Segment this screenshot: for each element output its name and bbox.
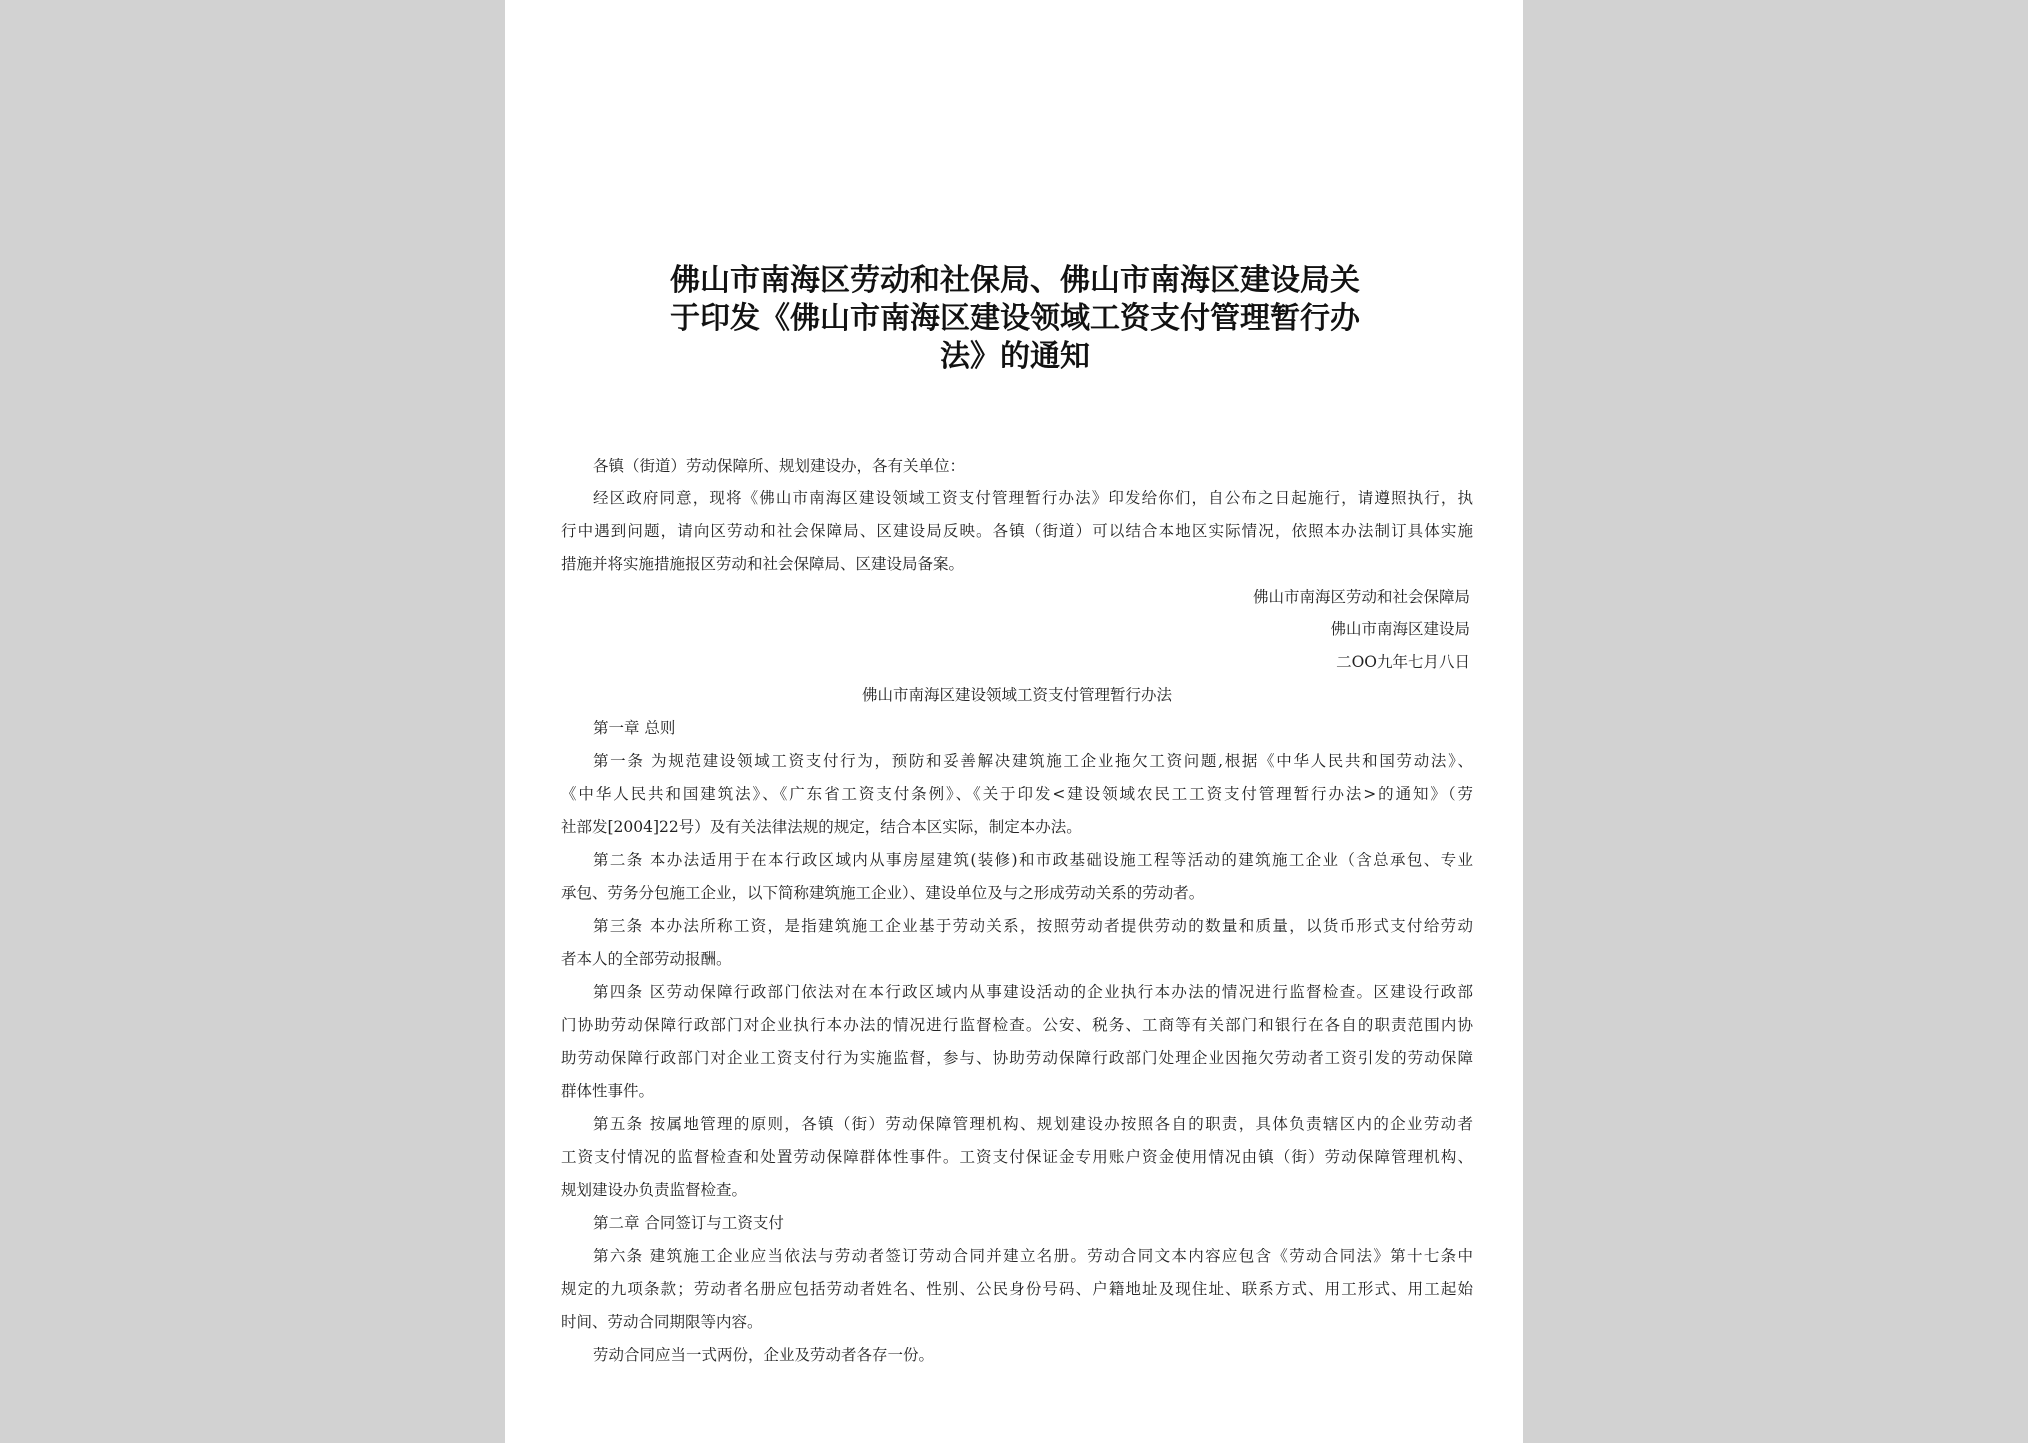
signature-date: 二OO九年七月八日: [1336, 653, 1470, 671]
title-line-2: 于印发《佛山市南海区建设领域工资支付管理暂行办: [670, 301, 1360, 336]
article-1-line-2: 《中华人民共和国建筑法》、《广东省工资支付条例》、《关于印发<建设领域农民工工资支付管理暂行办法>的通知》（劳: [561, 785, 1473, 803]
article-2-line-2: 承包、劳务分包施工企业，以下简称建筑施工企业）、建设单位及与之形成劳动关系的劳动者。: [561, 884, 1205, 902]
closing-line: 劳动合同应当一式两份，企业及劳动者各存一份。: [593, 1346, 935, 1364]
article-5-line-3: 规划建设办负责监督检查。: [561, 1181, 748, 1199]
chapter-2-heading: 第二章 合同签订与工资支付: [593, 1214, 784, 1232]
article-6-line-1: 第六条 建筑施工企业应当依法与劳动者签订劳动合同并建立名册。劳动合同文本内容应包含《劳动合同法》第十七条中: [593, 1247, 1473, 1265]
title-line-3: 法》的通知: [940, 339, 1090, 374]
article-1-line-3: 社部发[2004]22号）及有关法律法规的规定，结合本区实际，制定本办法。: [561, 818, 1082, 836]
intro-line-2: 行中遇到问题，请向区劳动和社会保障局、区建设局反映。各镇（街道）可以结合本地区实际情况，依照本办法制订具体实施: [561, 522, 1473, 540]
article-4-line-4: 群体性事件。: [561, 1082, 655, 1100]
article-6-line-3: 时间、劳动合同期限等内容。: [561, 1313, 763, 1331]
article-5-line-2: 工资支付情况的监督检查和处置劳动保障群体性事件。工资支付保证金专用账户资金使用情况由镇（街）劳动保障管理机构、: [561, 1148, 1473, 1166]
signature-org-2: 佛山市南海区建设局: [1330, 620, 1470, 638]
salutation: 各镇（街道）劳动保障所、规划建设办，各有关单位：: [593, 457, 966, 475]
chapter-1-heading: 第一章 总则: [593, 719, 676, 737]
article-3-line-1: 第三条 本办法所称工资，是指建筑施工企业基于劳动关系，按照劳动者提供劳动的数量和质量，以货币形式支付给劳动: [593, 917, 1473, 935]
article-2-line-1: 第二条 本办法适用于在本行政区域内从事房屋建筑(装修)和市政基础设施工程等活动的建筑施工企业（含总承包、专业: [593, 851, 1473, 869]
article-3-line-2: 者本人的全部劳动报酬。: [561, 950, 732, 968]
article-4-line-3: 助劳动保障行政部门对企业工资支付行为实施监督，参与、协助劳动保障行政部门处理企业因拖欠劳动者工资引发的劳动保障: [561, 1049, 1473, 1067]
signature-org-1: 佛山市南海区劳动和社会保障局: [1252, 588, 1470, 606]
intro-line-1: 经区政府同意，现将《佛山市南海区建设领域工资支付管理暂行办法》印发给你们，自公布之日起施行，请遵照执行，执: [593, 489, 1473, 507]
document-page: [505, 0, 1523, 1443]
measures-title: 佛山市南海区建设领域工资支付管理暂行办法: [861, 686, 1172, 704]
article-1-line-1: 第一条 为规范建设领域工资支付行为，预防和妥善解决建筑施工企业拖欠工资问题,根据《中华人民共和国劳动法》、: [593, 752, 1473, 770]
article-4-line-2: 门协助劳动保障行政部门对企业执行本办法的情况进行监督检查。公安、税务、工商等有关部门和银行在各自的职责范围内协: [561, 1016, 1473, 1034]
intro-line-3: 措施并将实施措施报区劳动和社会保障局、区建设局备案。: [561, 555, 965, 573]
document-title: [565, 262, 1465, 376]
article-5-line-1: 第五条 按属地管理的原则，各镇（街）劳动保障管理机构、规划建设办按照各自的职责，具体负责辖区内的企业劳动者: [593, 1115, 1473, 1133]
article-6-line-2: 规定的九项条款；劳动者名册应包括劳动者姓名、性别、公民身份号码、户籍地址及现住址、联系方式、用工形式、用工起始: [561, 1280, 1473, 1298]
title-line-1: 佛山市南海区劳动和社保局、佛山市南海区建设局关: [670, 263, 1360, 298]
article-4-line-1: 第四条 区劳动保障行政部门依法对在本行政区域内从事建设活动的企业执行本办法的情况进行监督检查。区建设行政部: [593, 983, 1473, 1001]
